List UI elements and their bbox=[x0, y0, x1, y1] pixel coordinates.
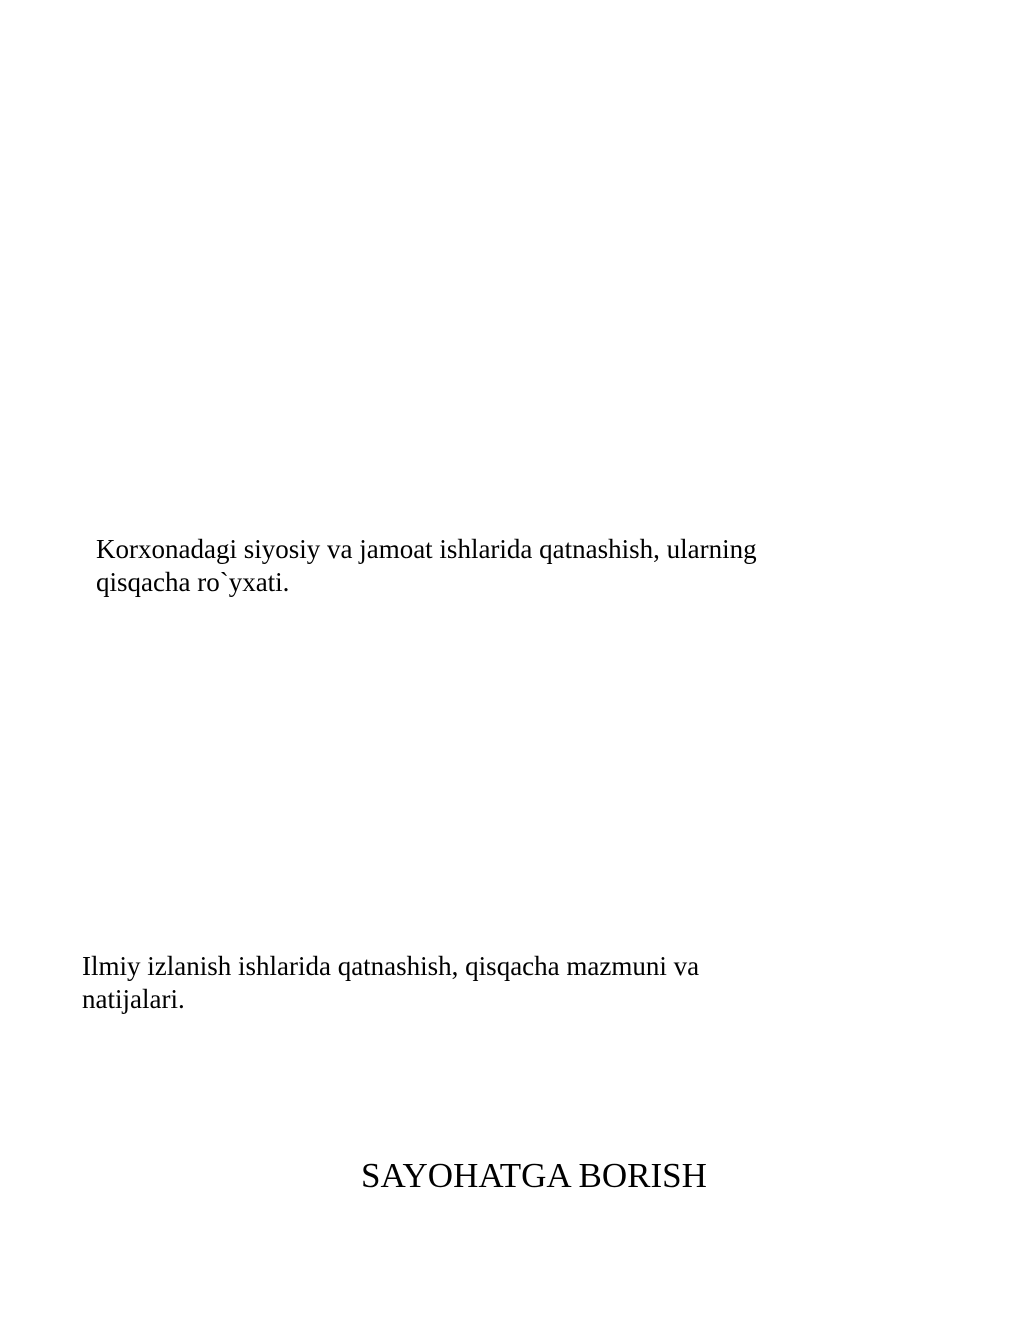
section-heading: SAYOHATGA BORISH bbox=[361, 1156, 707, 1195]
paragraph-line: Korxonadagi siyosiy va jamoat ishlarida qatnashish, ularning bbox=[96, 534, 757, 564]
paragraph-line: qisqacha ro`yxati. bbox=[96, 567, 290, 597]
paragraph-scientific-research bbox=[82, 950, 699, 1016]
paragraph-political-public-work bbox=[96, 533, 757, 599]
paragraph-line: Ilmiy izlanish ishlarida qatnashish, qisqacha mazmuni va bbox=[82, 951, 700, 981]
paragraph-line: natijalari. bbox=[82, 984, 185, 1014]
